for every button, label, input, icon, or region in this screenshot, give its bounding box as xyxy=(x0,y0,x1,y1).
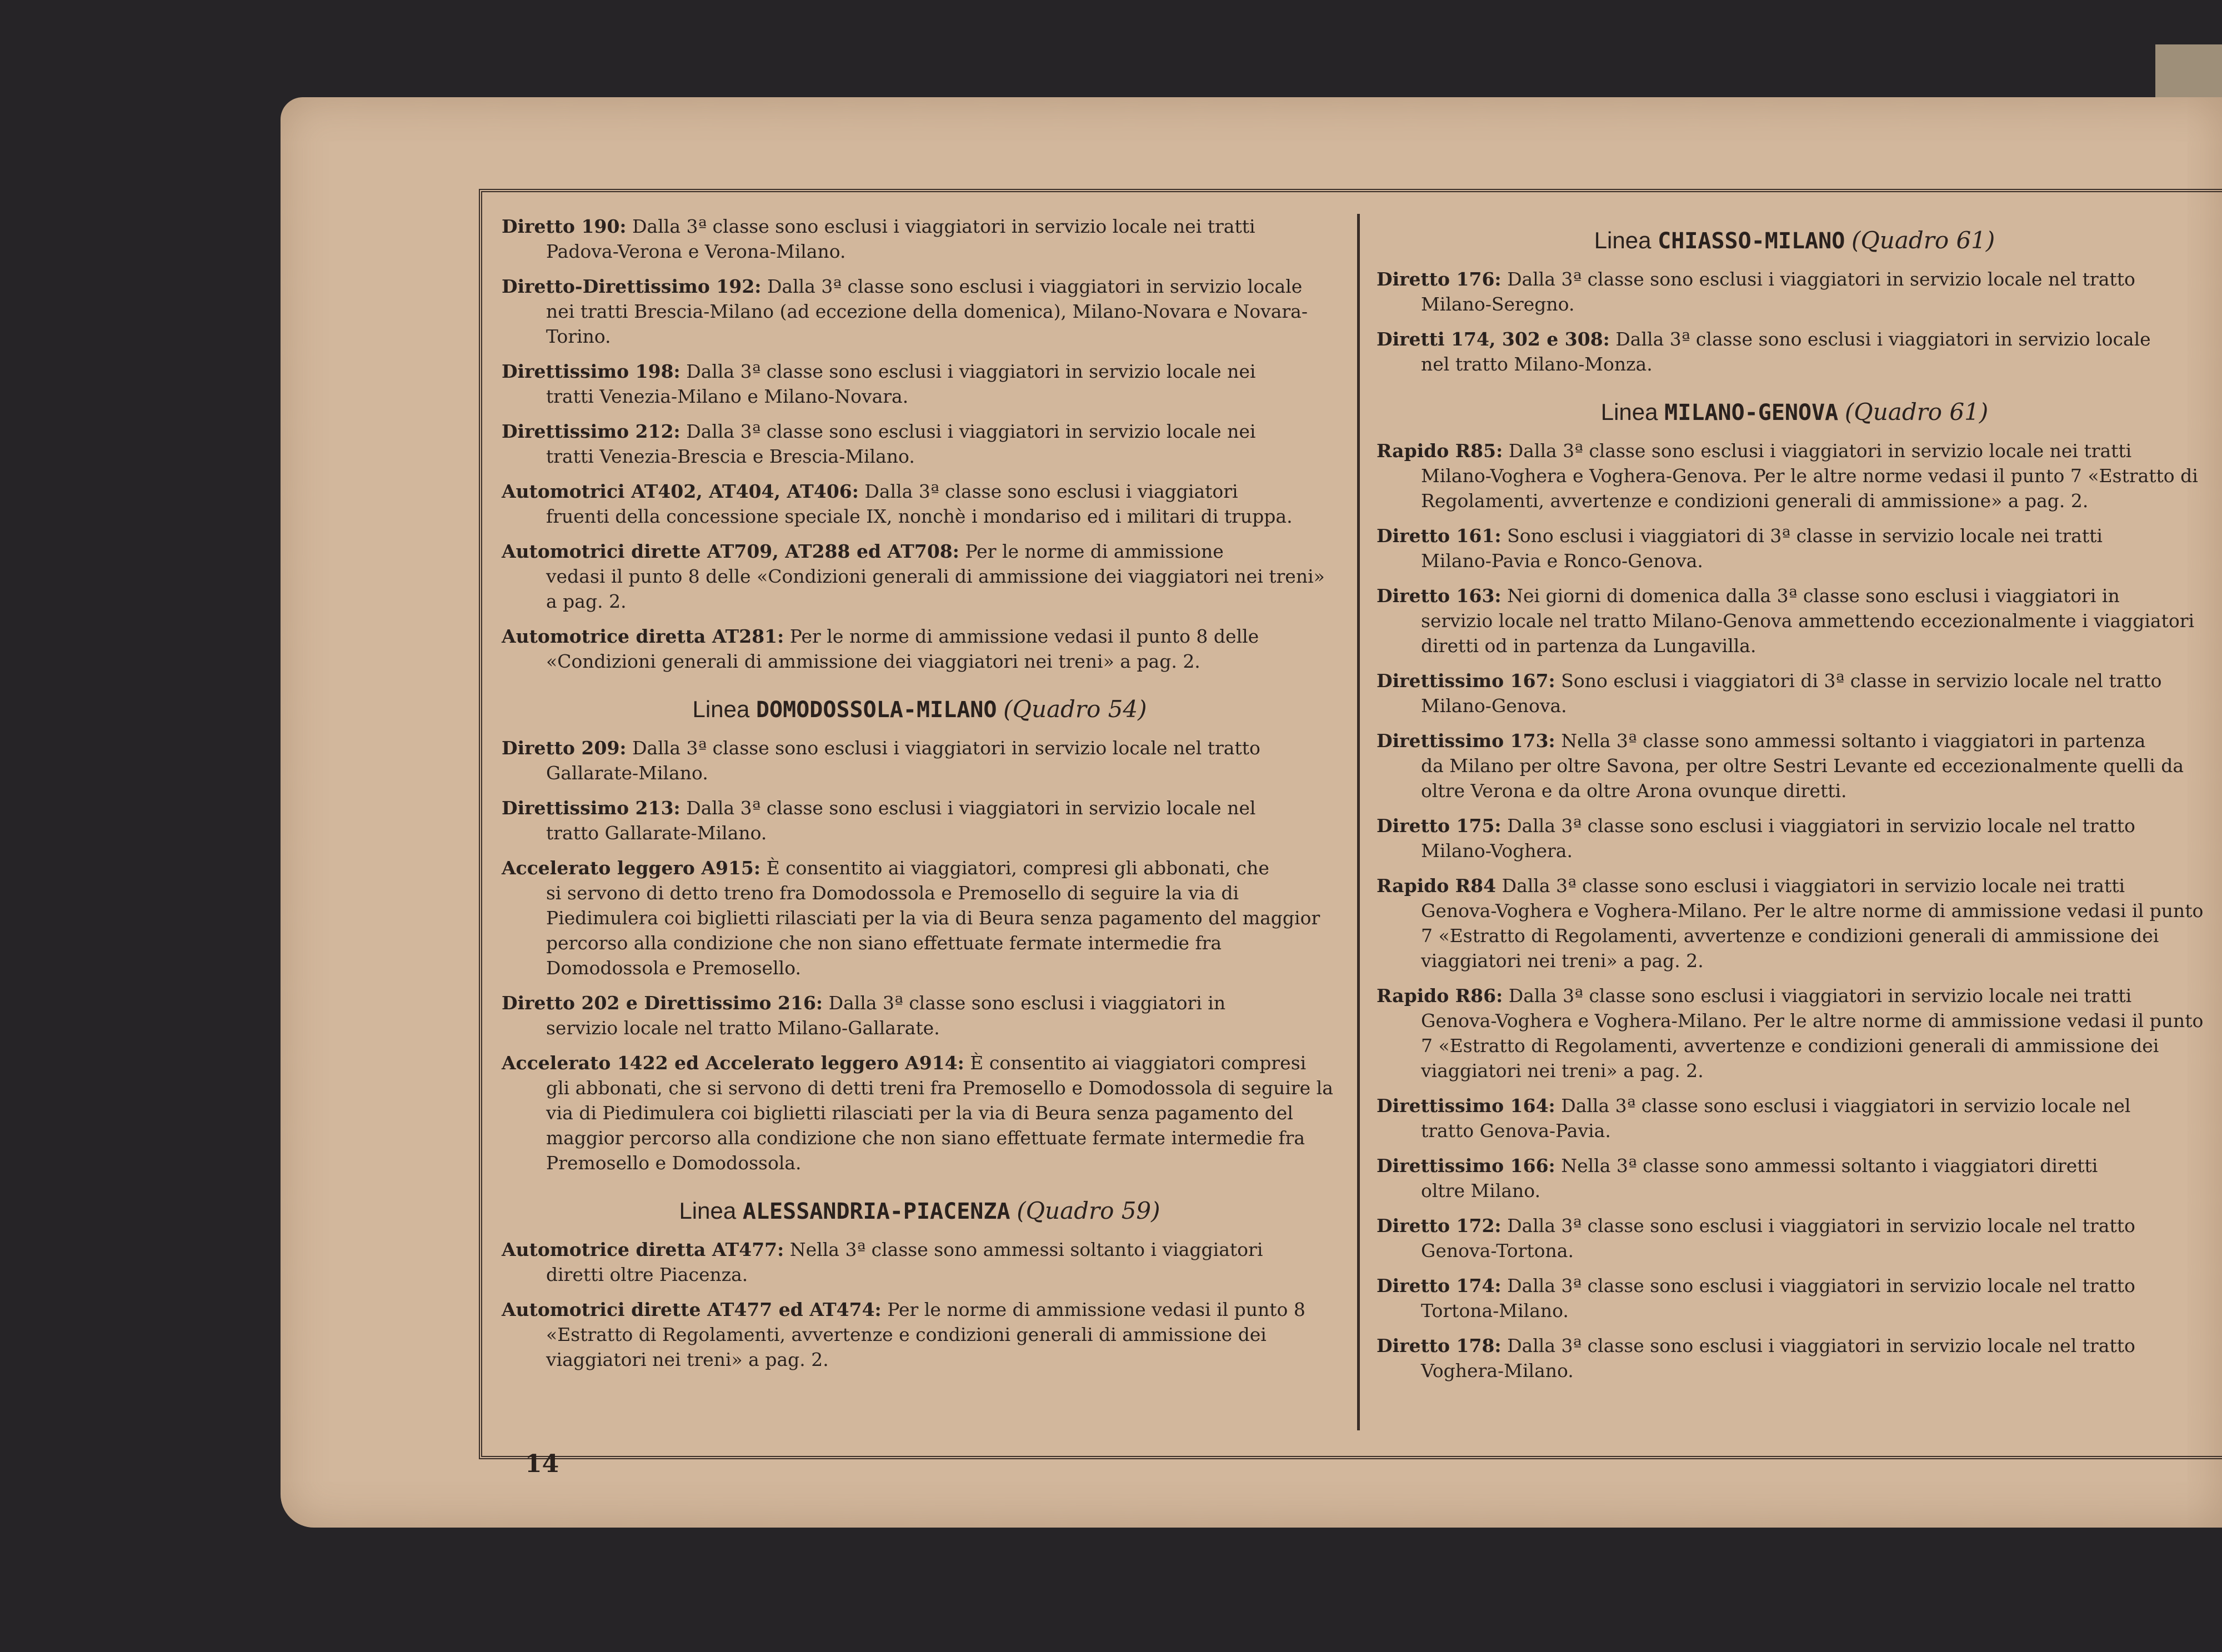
entry-accelerato-1422: Accelerato 1422 ed Accelerato leggero A914: È consentito ai viaggiatori compresi gli abbonati, che si servono di detti treni fra Premosello e Domodossola di seguire la via di Piedimulera coi biglietti rilasciati per la via di Beura senza pagamento del maggior percorso alla condizione che non siano effettuate fermate intermedie fra Premosello e Domodossola. xyxy=(502,1052,1333,1174)
entry-accelerato-a915: Accelerato leggero A915: È consentito ai viaggiatori, compresi gli abbonati, che si servono di detto treno fra Domodossola e Premosello di seguire la via di Piedimulera coi biglietti rilasciati per la via di Beura senza pagamento del maggior percorso alla condizione che non siano effettuate fermate intermedie fra Domodossola e Premosello. xyxy=(502,857,1320,979)
entry-diretto-178: Diretto 178: Dalla 3ª classe sono esclusi i viaggiatori in servizio locale nel tratto Voghera-Milano. xyxy=(1377,1335,2135,1381)
entry-diretto-190: Diretto 190: Dalla 3ª classe sono esclusi i viaggiatori in servizio locale nei tratti Padova-Verona e Verona-Milano. xyxy=(502,216,1255,262)
entry-automotrice-at477: Automotrice diretta AT477: Nella 3ª classe sono ammessi soltanto i viaggiatori diretti oltre Piacenza. xyxy=(502,1239,1263,1285)
column-divider xyxy=(1357,214,1360,1430)
entry-direttissimo-173: Direttissimo 173: Nella 3ª classe sono ammessi soltanto i viaggiatori in partenza da Milano per oltre Savona, per oltre Sestri Levante ed eccezionalmente quelli da oltre Verona e da oltre Arona ovunque diretti. xyxy=(1377,730,2184,802)
left-column xyxy=(502,214,1338,1382)
section-title-domodossola-milano: Linea DOMODOSSOLA-MILANO (Quadro 54) xyxy=(692,695,1147,723)
entry-diretto-209: Diretto 209: Dalla 3ª classe sono esclusi i viaggiatori in servizio locale nel tratto Gallarate-Milano. xyxy=(502,737,1260,784)
right-column xyxy=(1377,214,2213,1393)
entry-direttissimo-167: Direttissimo 167: Sono esclusi i viaggiatori di 3ª classe in servizio locale nel tratto Milano-Genova. xyxy=(1377,670,2162,717)
entry-diretto-163: Diretto 163: Nei giorni di domenica dalla 3ª classe sono esclusi i viaggiatori in servizio locale nel tratto Milano-Genova ammettendo eccezionalmente i viaggiatori diretti od in partenza da Lungavilla. xyxy=(1377,585,2195,657)
entry-diretto-direttissimo-192: Diretto-Direttissimo 192: Dalla 3ª classe sono esclusi i viaggiatori in servizio locale nei tratti Brescia-Milano (ad eccezione della domenica), Milano-Novara e Novara-Torino. xyxy=(502,276,1308,347)
entry-direttissimo-212: Direttissimo 212: Dalla 3ª classe sono esclusi i viaggiatori in servizio locale nei tratti Venezia-Brescia e Brescia-Milano. xyxy=(502,420,1256,467)
entry-automotrici-at477-at474: Automotrici dirette AT477 ed AT474: Per le norme di ammissione vedasi il punto 8 «Estratto di Regolamenti, avvertenze e condizioni generali di ammissione dei viaggiatori nei treni» a pag. 2. xyxy=(502,1299,1305,1370)
entry-rapido-r86: Rapido R86: Dalla 3ª classe sono esclusi i viaggiatori in servizio locale nei tratti Genova-Voghera e Voghera-Milano. Per le altre norme di ammissione vedasi il punto 7 «Estratto di Regolamenti, avvertenze e condizioni generali di ammissione dei viaggiatori nei treni» a pag. 2. xyxy=(1377,985,2204,1082)
entry-rapido-r84: Rapido R84 Dalla 3ª classe sono esclusi i viaggiatori in servizio locale nei tratti Genova-Voghera e Voghera-Milano. Per le altre norme di ammissione vedasi il punto 7 «Estratto di Regolamenti, avvertenze e condizioni generali di ammissione dei viaggiatori nei treni» a pag. 2. xyxy=(1377,875,2204,972)
entry-direttissimo-166: Direttissimo 166: Nella 3ª classe sono ammessi soltanto i viaggiatori diretti oltre Milano. xyxy=(1377,1155,2098,1202)
entry-direttissimo-198: Direttissimo 198: Dalla 3ª classe sono esclusi i viaggiatori in servizio locale nei tratti Venezia-Milano e Milano-Novara. xyxy=(502,361,1256,407)
section-title-chiasso-milano: Linea CHIASSO-MILANO (Quadro 61) xyxy=(1594,227,1995,254)
entry-diretto-175: Diretto 175: Dalla 3ª classe sono esclusi i viaggiatori in servizio locale nel tratto Milano-Voghera. xyxy=(1377,815,2135,862)
entry-diretto-161: Diretto 161: Sono esclusi i viaggiatori di 3ª classe in servizio locale nei tratti Milano-Pavia e Ronco-Genova. xyxy=(1377,525,2103,572)
section-title-alessandria-piacenza: Linea ALESSANDRIA-PIACENZA (Quadro 59) xyxy=(679,1197,1160,1224)
entry-diretto-202: Diretto 202 e Direttissimo 216: Dalla 3ª classe sono esclusi i viaggiatori in servizio locale nel tratto Milano-Gallarate. xyxy=(502,992,1226,1039)
entry-rapido-r85: Rapido R85: Dalla 3ª classe sono esclusi i viaggiatori in servizio locale nei tratti Milano-Voghera e Voghera-Genova. Per le altre norme vedasi il punto 7 «Estratto di Regolamenti, avvertenze e condizioni generali di ammissione» a pag. 2. xyxy=(1377,440,2198,512)
entry-diretto-174: Diretto 174: Dalla 3ª classe sono esclusi i viaggiatori in servizio locale nel tratto Tortona-Milano. xyxy=(1377,1275,2135,1321)
entry-automotrici-at402: Automotrici AT402, AT404, AT406: Dalla 3ª classe sono esclusi i viaggiatori fruenti della concessione speciale IX, nonchè i mondariso ed i militari di truppa. xyxy=(502,480,1293,527)
entry-direttissimo-164: Direttissimo 164: Dalla 3ª classe sono esclusi i viaggiatori in servizio locale nel tratto Genova-Pavia. xyxy=(1377,1095,2131,1142)
page-number: 14 xyxy=(525,1450,559,1478)
section-title-milano-genova: Linea MILANO-GENOVA (Quadro 61) xyxy=(1600,398,1989,425)
entry-diretto-172: Diretto 172: Dalla 3ª classe sono esclusi i viaggiatori in servizio locale nel tratto Genova-Tortona. xyxy=(1377,1215,2135,1261)
entry-diretti-174-302-308: Diretti 174, 302 e 308: Dalla 3ª classe sono esclusi i viaggiatori in servizio locale nel tratto Milano-Monza. xyxy=(1377,328,2151,375)
entry-automotrice-at281: Automotrice diretta AT281: Per le norme di ammissione vedasi il punto 8 delle «Condizioni generali di ammissione dei viaggiatori nei treni» a pag. 2. xyxy=(502,625,1259,672)
entry-automotrici-at709: Automotrici dirette AT709, AT288 ed AT708: Per le norme di ammissione vedasi il punto 8 delle «Condizioni generali di ammissione dei viaggiatori nei treni» a pag. 2. xyxy=(502,540,1325,612)
entry-direttissimo-213: Direttissimo 213: Dalla 3ª classe sono esclusi i viaggiatori in servizio locale nel tratto Gallarate-Milano. xyxy=(502,797,1256,844)
entry-diretto-176: Diretto 176: Dalla 3ª classe sono esclusi i viaggiatori in servizio locale nel tratto Milano-Seregno. xyxy=(1377,268,2135,315)
